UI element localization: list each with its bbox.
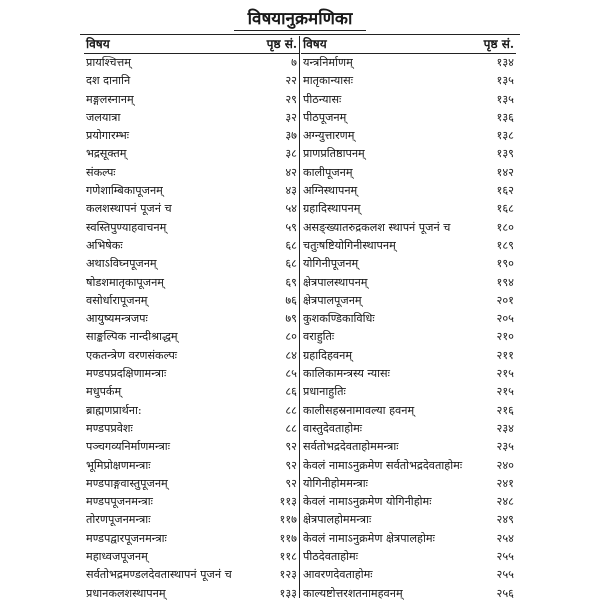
toc-entry — [84, 219, 299, 237]
toc-entry — [301, 219, 516, 237]
entry-page-number: १३५ — [496, 92, 514, 106]
toc-entry — [301, 365, 516, 383]
entry-page-number: ८५ — [285, 367, 297, 381]
entry-page-number: ५४ — [285, 202, 297, 216]
toc-entry — [84, 511, 299, 529]
toc-entry — [301, 347, 516, 365]
entry-title: गणेशाम्बिकापूजनम् — [86, 184, 163, 198]
left-header — [84, 36, 299, 54]
entry-title: मण्डपप्रदक्षिणामन्त्राः — [86, 367, 167, 381]
entry-page-number: २११ — [496, 348, 514, 362]
toc-entry — [301, 200, 516, 218]
toc-entry — [301, 164, 516, 182]
entry-title: वराहुतिः — [303, 330, 335, 344]
toc-entry — [84, 164, 299, 182]
entry-page-number: २१५ — [496, 367, 514, 381]
entry-title: कालिकामन्त्रस्य न्यासः — [303, 367, 390, 381]
toc-entry — [301, 109, 516, 127]
entry-page-number: ३७ — [285, 129, 297, 143]
toc-entry — [301, 127, 516, 145]
entry-title: आयुष्यमन्त्रजपः — [86, 312, 148, 326]
toc-entry — [84, 274, 299, 292]
entry-page-number: १९० — [496, 257, 514, 271]
entry-title: प्रयोगारम्भः — [86, 129, 130, 143]
entry-title: चतुःषष्टियोगिनीस्थापनम् — [303, 238, 396, 252]
entry-page-number: ५९ — [285, 220, 297, 234]
entry-title: प्रधानकलशस्थापनम् — [86, 586, 166, 600]
toc-entry — [84, 109, 299, 127]
toc-entry — [301, 383, 516, 401]
entry-title: कुशकण्डिकाविधिः — [303, 312, 375, 326]
entry-title: योगिनीपूजनम् — [303, 257, 359, 271]
toc-entry — [84, 566, 299, 584]
entry-page-number: ८८ — [285, 421, 297, 435]
toc-entry — [84, 310, 299, 328]
entry-title: ग्रहादिस्थापनम् — [303, 202, 361, 216]
entry-page-number: २५४ — [496, 531, 514, 545]
entry-title: आवरणदेवताहोमः — [303, 568, 373, 582]
entry-page-number: ७९ — [285, 312, 297, 326]
toc-entry — [301, 310, 516, 328]
entry-title: पीठपूजनम् — [303, 110, 347, 124]
toc-entry — [301, 274, 516, 292]
toc-entry — [84, 72, 299, 90]
entry-page-number: ७६ — [285, 293, 297, 307]
entry-page-number: १३८ — [496, 129, 514, 143]
left-column — [84, 36, 299, 603]
entry-title: मण्डपप्रवेशः — [86, 421, 133, 435]
entry-page-number: ४२ — [285, 165, 297, 179]
toc-entry — [84, 457, 299, 475]
entry-title: जलयात्रा — [86, 110, 121, 124]
toc-entry — [84, 475, 299, 493]
entry-page-number: २१६ — [496, 403, 514, 417]
entry-title: अथाऽविघ्नपूजनम् — [86, 257, 157, 271]
entry-page-number: १६२ — [496, 184, 514, 198]
toc-entry — [84, 54, 299, 72]
toc-entry — [301, 457, 516, 475]
entry-page-number: ३२ — [285, 110, 297, 124]
toc-entry — [84, 145, 299, 163]
toc-entry — [84, 402, 299, 420]
entry-title: एकतन्त्रेण वरणसंकल्पः — [86, 348, 178, 362]
right-column — [301, 36, 516, 603]
entry-title: मधुपर्कम् — [86, 385, 122, 399]
entry-page-number: २०५ — [496, 312, 514, 326]
entry-title: प्रधानाहुतिः — [303, 385, 346, 399]
entry-title: मण्डपपूजनमन्त्राः — [86, 495, 153, 509]
entry-page-number: २९ — [285, 92, 297, 106]
top-rule — [80, 34, 520, 35]
entry-page-number: ९२ — [285, 476, 297, 490]
right-header — [301, 36, 516, 54]
toc-entry — [301, 402, 516, 420]
toc-entry — [301, 420, 516, 438]
subject-header: विषय — [303, 37, 327, 51]
toc-entry — [301, 530, 516, 548]
entry-title: क्षेत्रपालस्थापनम् — [303, 275, 368, 289]
entry-page-number: १८९ — [496, 238, 514, 252]
entry-title: क्षेत्रपालपूजनम् — [303, 293, 362, 307]
column-divider — [299, 36, 300, 598]
toc-entry — [84, 347, 299, 365]
toc-entry — [84, 182, 299, 200]
entry-title: सर्वतोभद्रदेवताहोममन्त्राः — [303, 440, 399, 454]
entry-page-number: १३५ — [496, 74, 514, 88]
entry-page-number: २४८ — [496, 495, 514, 509]
entry-page-number: २५५ — [496, 568, 514, 582]
entry-page-number: २५५ — [496, 550, 514, 564]
entry-title: स्वस्तिपुण्याहवाचनम् — [86, 220, 167, 234]
page-title: विषयानुक्रमणिका — [234, 6, 367, 31]
toc-entry — [84, 438, 299, 456]
entry-title: पञ्चगव्यनिर्माणमन्त्राः — [86, 440, 170, 454]
entry-page-number: २१५ — [496, 385, 514, 399]
entry-page-number: १३३ — [279, 586, 297, 600]
toc-entry — [84, 493, 299, 511]
toc-entry — [301, 182, 516, 200]
toc-entry — [84, 328, 299, 346]
entry-page-number: १६८ — [496, 202, 514, 216]
entry-page-number: ९२ — [285, 458, 297, 472]
entry-page-number: १९४ — [496, 275, 514, 289]
entry-title: पीठन्यासः — [303, 92, 342, 106]
toc-entry — [84, 200, 299, 218]
entry-page-number: ६९ — [285, 275, 297, 289]
entry-page-number: २१० — [496, 330, 514, 344]
entry-title: मङ्गलस्नानम् — [86, 92, 134, 106]
toc-entry — [84, 548, 299, 566]
entry-page-number: २३४ — [496, 421, 514, 435]
toc-entry — [301, 438, 516, 456]
entry-page-number: ११३ — [279, 495, 297, 509]
entry-title: संकल्पः — [86, 165, 116, 179]
entry-page-number: ११८ — [279, 550, 297, 564]
entry-title: असङ्ख्यातरुद्रकलश स्थापनं पूजनं च — [303, 220, 451, 234]
entry-page-number: ८४ — [285, 348, 297, 362]
entry-title: ब्राह्मणप्रार्थना: — [86, 403, 142, 417]
entry-title: अभिषेकः — [86, 238, 123, 252]
entry-page-number: १८० — [496, 220, 514, 234]
entry-page-number: २५६ — [496, 586, 514, 600]
entry-title: दश दानानि — [86, 74, 131, 88]
entry-page-number: ८० — [285, 330, 297, 344]
entry-page-number: ८८ — [285, 403, 297, 417]
entry-title: मण्डपद्वारपूजनमन्त्राः — [86, 531, 167, 545]
toc-entry — [84, 127, 299, 145]
entry-title: वसोर्धारापूजनम् — [86, 293, 148, 307]
entry-title: कालीसहस्रनामावल्या हवनम् — [303, 403, 415, 417]
entry-title: षोडशमातृकापूजनम् — [86, 275, 164, 289]
title-block — [0, 6, 600, 31]
toc-entry — [301, 566, 516, 584]
entry-page-number: २४० — [496, 458, 514, 472]
entry-title: प्राणप्रतिष्ठापनम् — [303, 147, 365, 161]
entry-title: अग्निस्थापनम् — [303, 184, 358, 198]
entry-page-number: ३८ — [285, 147, 297, 161]
entry-page-number: ११७ — [279, 531, 297, 545]
toc-entry — [301, 328, 516, 346]
entry-title: प्रायश्चित्तम् — [86, 56, 131, 69]
entry-page-number: ४३ — [285, 184, 297, 198]
toc-entry — [301, 237, 516, 255]
entry-page-number: २०१ — [496, 293, 514, 307]
entry-title: पीठदेवताहोमः — [303, 550, 358, 564]
entry-title: केवलं नामाऽनुक्रमेण योगिनीहोमः — [303, 495, 432, 509]
entry-title: तोरणपूजनमन्त्राः — [86, 513, 151, 527]
entry-title: मण्डपाङ्गवास्तुपूजनम् — [86, 476, 168, 490]
entry-title: केवलं नामाऽनुक्रमेण सर्वतोभद्रदेवताहोमः — [303, 458, 463, 472]
entry-title: काल्यष्टोत्तरशतनामहवनम् — [303, 586, 403, 600]
entry-title: वास्तुदेवताहोमः — [303, 421, 363, 435]
toc-entry — [301, 548, 516, 566]
entry-title: कालीपूजनम् — [303, 165, 353, 179]
toc-entry — [84, 91, 299, 109]
entry-page-number: १२३ — [279, 568, 297, 582]
entry-page-number: २४१ — [496, 476, 514, 490]
toc-entry — [301, 585, 516, 603]
page-header: पृष्ठ सं. — [266, 37, 297, 51]
toc-entry — [301, 255, 516, 273]
toc-entry — [84, 383, 299, 401]
toc-entry — [301, 493, 516, 511]
entry-title: योगिनीहोममन्त्राः — [303, 476, 368, 490]
entry-title: अग्न्युत्तारणम् — [303, 129, 355, 143]
toc-entry — [301, 145, 516, 163]
entry-page-number: १३४ — [496, 56, 514, 69]
entry-page-number: २२ — [285, 74, 297, 88]
entry-page-number: ६८ — [285, 238, 297, 252]
entry-page-number: १३९ — [496, 147, 514, 161]
entry-title: केवलं नामाऽनुक्रमेण क्षेत्रपालहोमः — [303, 531, 435, 545]
entry-page-number: १३६ — [496, 110, 514, 124]
toc-entry — [84, 237, 299, 255]
entry-title: भूमिप्रोक्षणमन्त्राः — [86, 458, 151, 472]
entry-title: क्षेत्रपालहोममन्त्राः — [303, 513, 372, 527]
entry-page-number: ६८ — [285, 257, 297, 271]
entry-page-number: ८६ — [285, 385, 297, 399]
entry-title: मातृकान्यासः — [303, 74, 353, 88]
entry-page-number: ७ — [291, 56, 297, 69]
entry-page-number: २४९ — [496, 513, 514, 527]
toc-entry — [301, 72, 516, 90]
entry-title: सर्वतोभद्रमण्डलदेवतास्थापनं पूजनं च — [86, 568, 232, 582]
entry-page-number: १४२ — [496, 165, 514, 179]
toc-entry — [301, 511, 516, 529]
contents-table — [84, 36, 516, 598]
page-header: पृष्ठ सं. — [483, 37, 514, 51]
toc-entry — [84, 420, 299, 438]
toc-entry — [84, 585, 299, 603]
entry-page-number: ११७ — [279, 513, 297, 527]
toc-entry — [301, 292, 516, 310]
entry-title: कलशस्थापनं पूजनं च — [86, 202, 172, 216]
toc-entry — [84, 292, 299, 310]
entry-title: साङ्कल्पिक नान्दीश्राद्धम् — [86, 330, 178, 344]
entry-title: यन्त्रनिर्माणम् — [303, 56, 353, 69]
subject-header: विषय — [86, 37, 110, 51]
toc-entry — [301, 475, 516, 493]
entry-page-number: २३५ — [496, 440, 514, 454]
toc-entry — [84, 255, 299, 273]
entry-page-number: ९२ — [285, 440, 297, 454]
entry-title: ग्रहादिहवनम् — [303, 348, 353, 362]
entry-title: महाध्वजपूजनम् — [86, 550, 148, 564]
toc-entry — [301, 54, 516, 72]
toc-entry — [84, 530, 299, 548]
toc-entry — [84, 365, 299, 383]
toc-entry — [301, 91, 516, 109]
entry-title: भद्रसूक्तम् — [86, 147, 127, 161]
